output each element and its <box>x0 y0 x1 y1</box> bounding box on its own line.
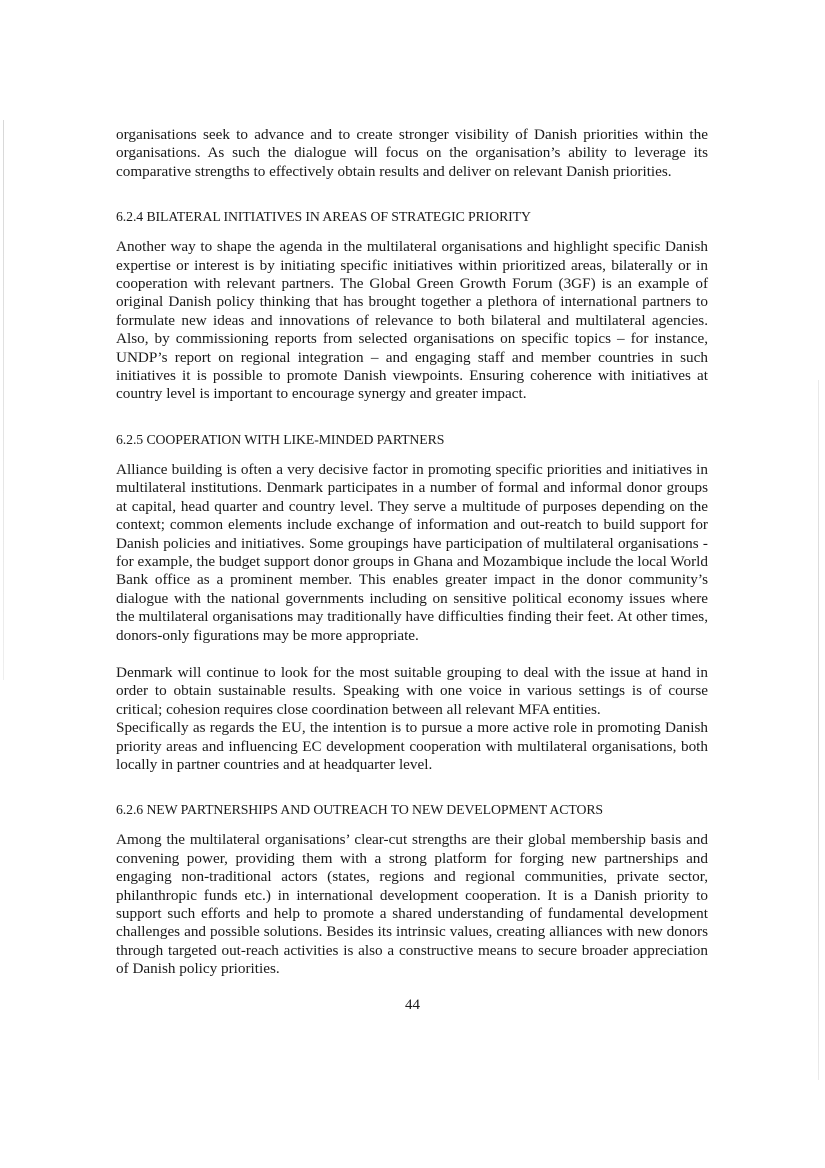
paragraph-6-2-4: Another way to shape the agenda in the multilateral organisations and highlight specific Danish expertise or interest is by initiating specific initiatives within prioritized areas, bilaterally or in cooperation with relevant partners. The Global Green Growth Forum (3GF) is an example of original Danish policy thinking that has brought together a plethora of international partners to formulate new ideas and innovations of relevance to both bilateral and multilateral agencies. Also, by commissioning reports from selected organisations on specific topics – for instance, UNDP’s report on regional integration – and engaging staff and member countries in such initiatives it is possible to promote Danish viewpoints. Ensuring coherence with initiatives at country level is important to encourage synergy and greater impact. <box>116 238 708 403</box>
paragraph-6-2-6: Among the multilateral organisations’ clear-cut strengths are their global membership basis and convening power, providing them with a strong platform for forging new partnerships and engaging non-traditional actors (states, regions and regional communities, private sector, philanthropic funds etc.) in international development cooperation. It is a Danish priority to support such efforts and help to promote a shared understanding of fundamental development challenges and possible solutions. Besides its intrinsic values, creating alliances with new donors through targeted out-reach activities is also a constructive means to secure broader appreciation of Danish policy priorities. <box>116 831 708 978</box>
paragraph-6-2-5-a: Alliance building is often a very decisive factor in promoting specific priorities and initiatives in multilateral institutions. Denmark participates in a number of formal and informal donor groups at capital, head quarter and country level. They serve a multitude of purposes depending on the context; common elements include exchange of information and out-reatch to build support for Danish policies and initiatives. Some groupings have participation of multilateral organisations - for example, the budget support donor groups in Ghana and Mozambique include the local World Bank office as a prominent member. This enables greater impact in the donor community’s dialogue with the national governments including on sensitive political economy issues where the multilateral organisations may traditionally have difficulties finding their feet. At other times, donors-only figurations may be more appropriate. <box>116 460 708 644</box>
section-heading-6-2-5: 6.2.5 COOPERATION WITH LIKE-MINDED PARTNERS <box>116 431 445 447</box>
paragraph-6-2-5-c: Specifically as regards the EU, the intention is to pursue a more active role in promoting Danish priority areas and influencing EC development cooperation with multilateral organisations, both locally in partner countries and at headquarter level. <box>116 719 708 773</box>
section-heading-6-2-6: 6.2.6 NEW PARTNERSHIPS AND OUTREACH TO NEW DEVELOPMENT ACTORS <box>116 802 604 818</box>
scan-edge-artifact <box>818 380 819 1080</box>
document-page <box>116 126 708 979</box>
section-heading-6-2-4: 6.2.4 BILATERAL INITIATIVES IN AREAS OF STRATEGIC PRIORITY <box>116 209 531 225</box>
paragraph-6-2-5-b: Denmark will continue to look for the most suitable grouping to deal with the issue at hand in order to obtain sustainable results. Speaking with one voice in various settings is of course critical; cohesion requires close coordination between all relevant MFA entities. <box>116 663 708 718</box>
scan-edge-artifact <box>3 120 4 680</box>
intro-paragraph: organisations seek to advance and to create stronger visibility of Danish priorities within the organisations. As such the dialogue will focus on the organisation’s ability to leverage its comparative strengths to effectively obtain results and deliver on relevant Danish priorities. <box>116 126 708 180</box>
page-number: 44 <box>405 997 420 1013</box>
